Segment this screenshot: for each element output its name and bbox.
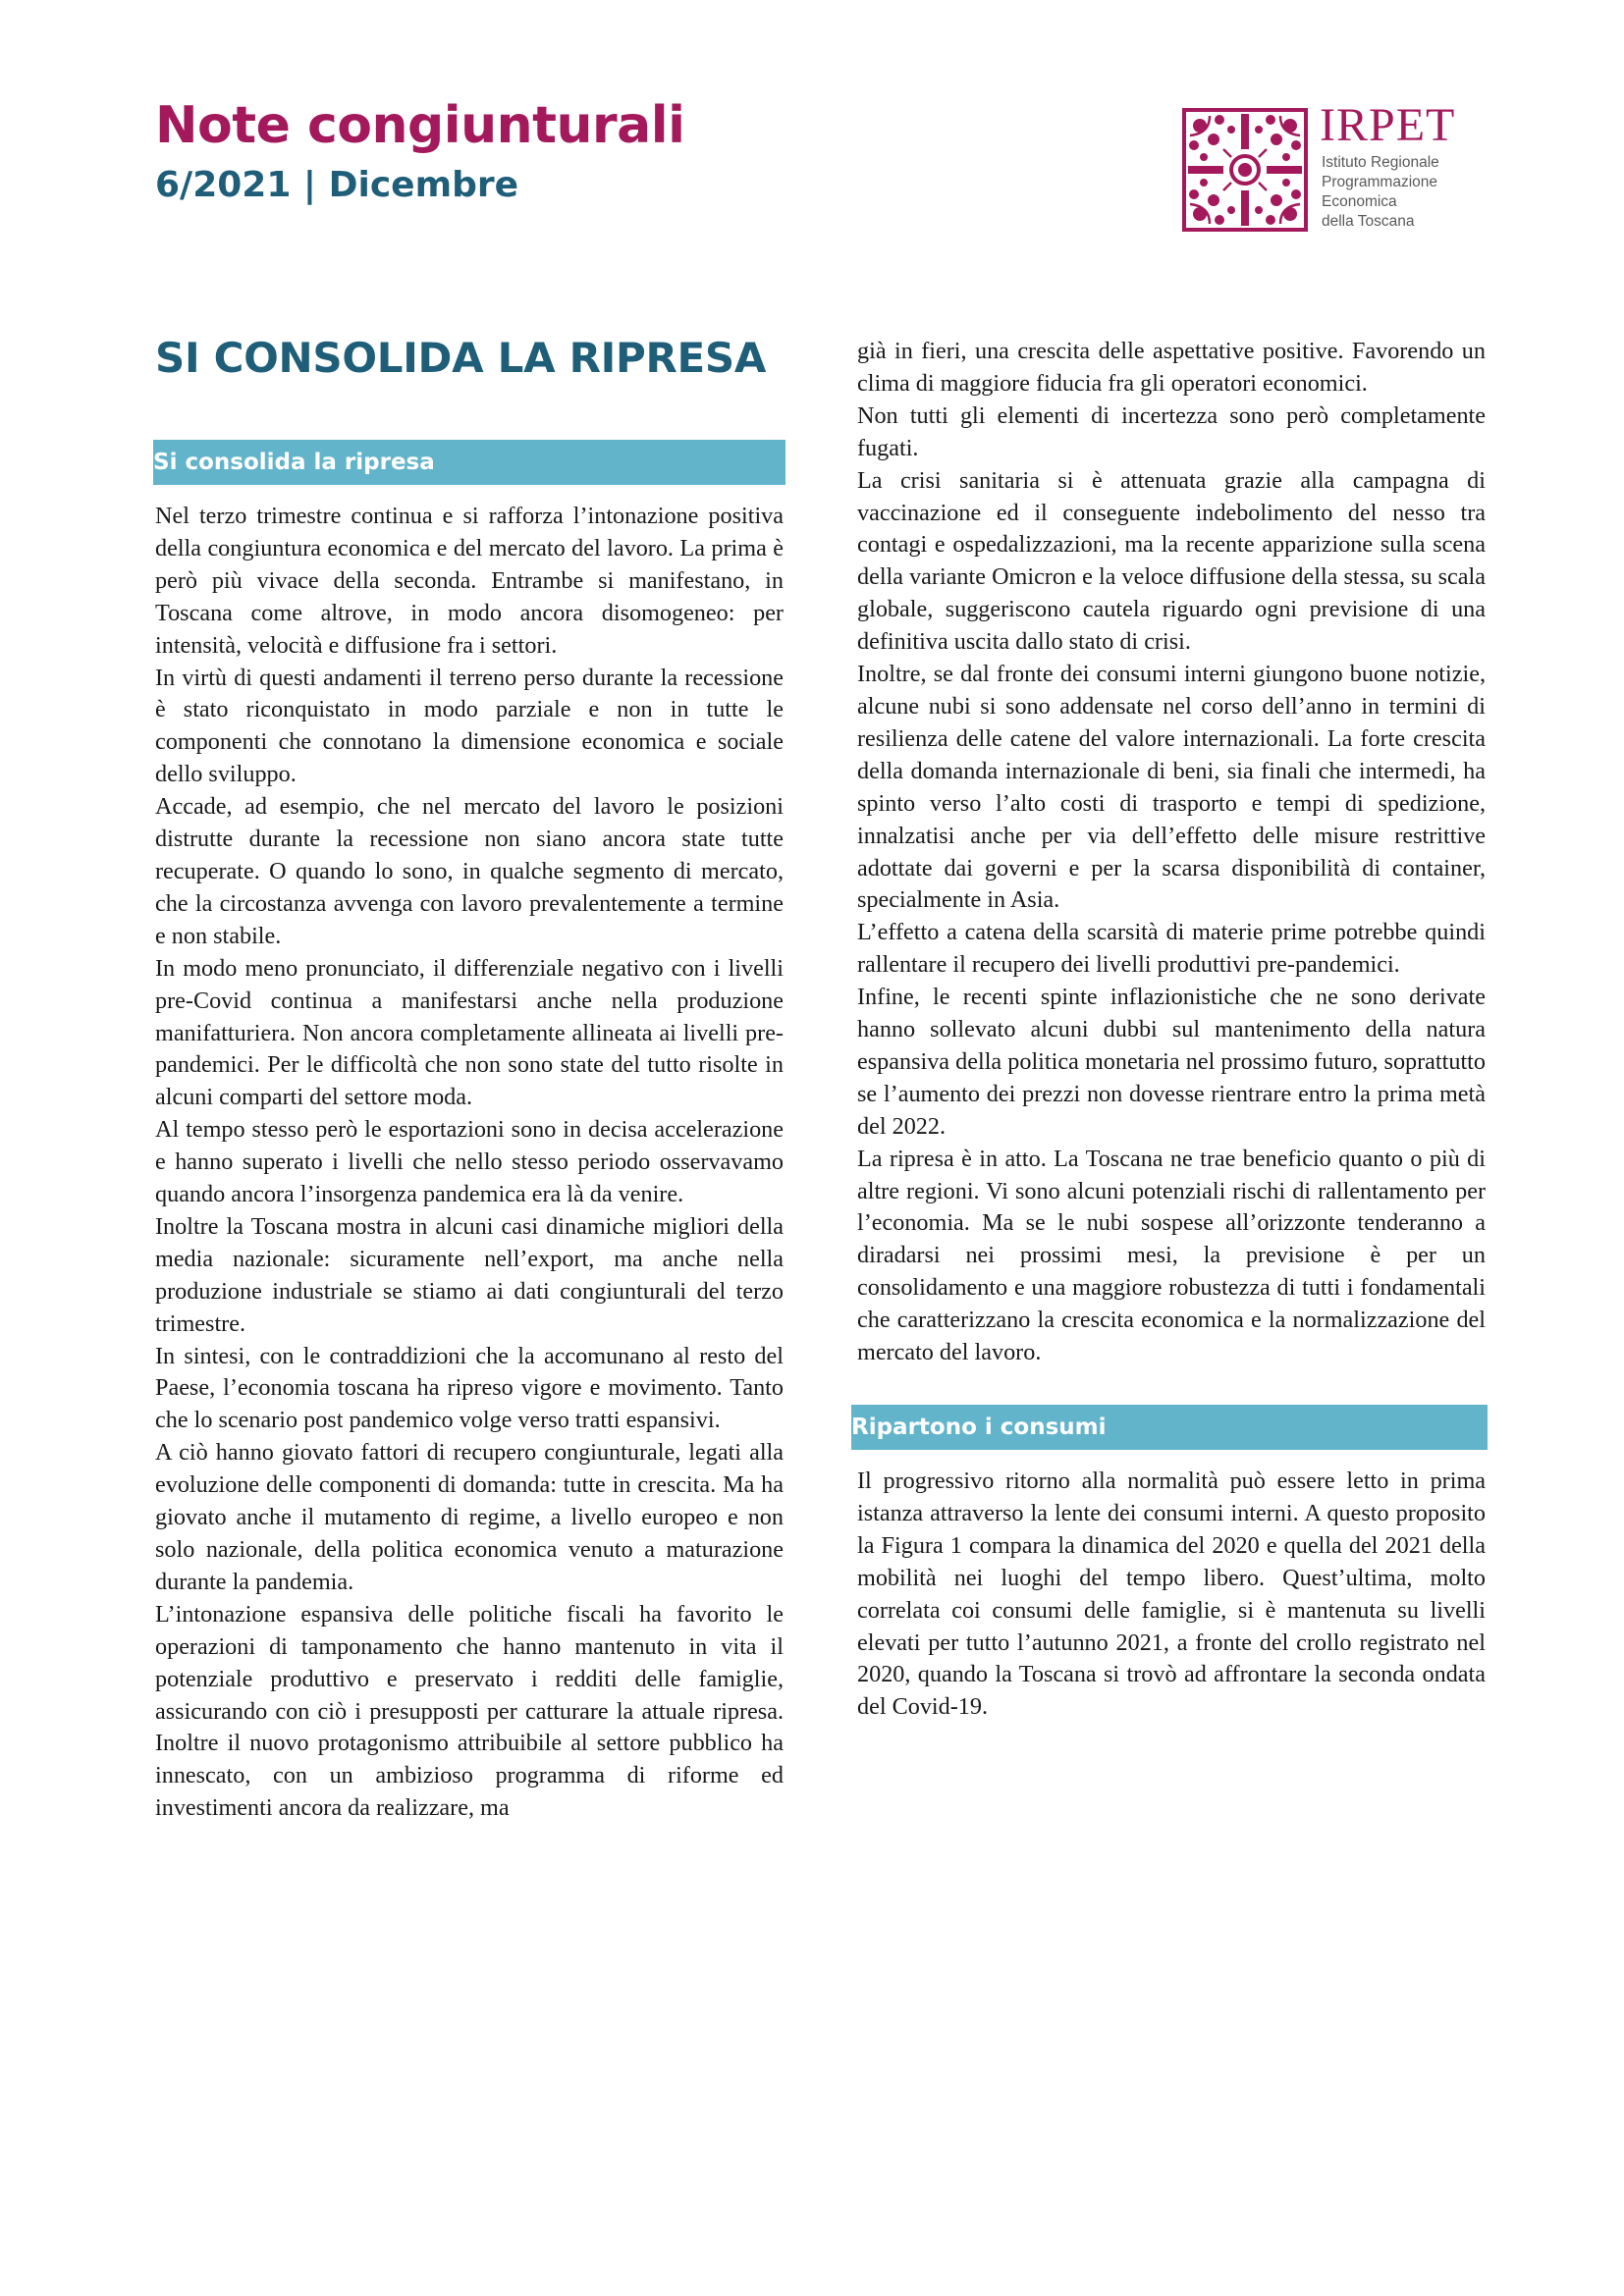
left-column <box>155 440 784 1825</box>
body-paragraph: L’intonazione espansiva delle politiche fiscali ha favorito le operazioni di tamponamento che hanno mantenuto in vita il potenziale produttivo e preservato i redditi delle famiglie, assicurando con ciò i presupposti per catturare la attuale ripresa. Inoltre il nuovo protagonismo attribuibile al settore pubblico ha innescato, con un ambizioso programma di riforme ed investimenti ancora da realizzare, ma <box>155 1600 784 1822</box>
section-heading-text: Si consolida la ripresa <box>153 450 435 475</box>
body-paragraph: Al tempo stesso però le esportazioni sono in decisa accelerazione e hanno superato i livelli che nello stesso periodo osservavamo quando ancora l’insorgenza pandemica era là da venire. <box>155 1116 784 1208</box>
body-paragraph: In modo meno pronunciato, il differenziale negativo con i livelli pre-Covid continua a manifestarsi anche nella produzione manifatturiera. Non ancora completamente allineata ai livelli pre-pandemici. Per le difficoltà che non sono state del tutto risolte in alcuni comparti del settore moda. <box>155 954 784 1111</box>
irpet-emblem-icon <box>1180 106 1310 234</box>
logo-subtitle <box>1322 153 1439 232</box>
issue-label: 6/2021 | Dicembre <box>155 165 519 205</box>
body-paragraph: La ripresa è in atto. La Toscana ne trae beneficio quanto o più di altre regioni. Vi sono alcuni potenziali rischi di rallentamento per l’economia. Ma se le nubi sospese all’orizzonte tenderanno a diradarsi nei prossimi mesi, la previsione è per un consolidamento e una maggiore robustezza di tutti i fondamentali che caratterizzano la crescita economica e la normalizzazione del mercato del lavoro. <box>857 1145 1486 1366</box>
body-paragraph: L’effetto a catena della scarsità di materie prime potrebbe quindi rallentare il recupero dei livelli produttivi pre-pandemici. <box>857 919 1486 979</box>
body-paragraph: Infine, le recenti spinte inflazionistiche che ne sono derivate hanno sollevato alcuni dubbi sul mantenimento della natura espansiva della politica monetaria nel prossimo futuro, soprattutto se l’aumento dei prezzi non dovesse rientrare entro la prima metà del 2022. <box>857 984 1486 1140</box>
body-paragraph: Accade, ad esempio, che nel mercato del lavoro le posizioni distrutte durante la recessione non siano ancora state tutte recuperate. O quando lo sono, in qualche segmento di mercato, che la circostanza avvenga con lavoro prevalentemente a termine e non stabile. <box>155 793 784 949</box>
body-paragraph: Il progressivo ritorno alla normalità può essere letto in prima istanza attraverso la lente dei consumi interni. A questo proposito la Figura 1 compara la dinamica del 2020 e quella del 2021 della mobilità nei luoghi del tempo libero. Quest’ultima, molto correlata coi consumi delle famiglie, si è mantenuta su livelli elevati per tutto l’autunno 2021, a fronte del crollo registrato nel 2020, quando la Toscana si trovò ad affrontare la seconda ondata del Covid-19. <box>857 1468 1486 1721</box>
body-paragraph: A ciò hanno giovato fattori di recupero congiunturale, legati alla evoluzione delle componenti di domanda: tutte in crescita. Ma ha giovato anche il mutamento di regime, a livello europeo e non solo nazionale, della politica economica venuto a maturazione durante la pandemia. <box>155 1439 784 1595</box>
section-heading-text: Ripartono i consumi <box>851 1415 1107 1440</box>
body-paragraph: già in fieri, una crescita delle aspettative positive. Favorendo un clima di maggiore fiducia fra gli operatori economici. <box>857 338 1486 397</box>
body-paragraph: Inoltre, se dal fronte dei consumi interni giungono buone notizie, alcune nubi si sono addensate nel corso dell’anno in termini di resilienza delle catene del valore internazionali. La forte crescita della domanda internazionale di beni, sia finali che intermedi, ha spinto verso l’alto costi di trasporto e tempi di spedizione, innalzatisi anche per via dell’effetto delle misure restrittive adottate dai governi e per la scarsa disponibilità di container, specialmente in Asia. <box>857 661 1486 914</box>
logo-line: Economica <box>1322 193 1397 210</box>
body-paragraph: La crisi sanitaria si è attenuata grazie alla campagna di vaccinazione ed il conseguente indebolimento del nesso tra contagi e ospedalizzazioni, ma la recente apparizione sulla scena della variante Omicron e la veloce diffusione della stessa, su scala globale, suggeriscono cautela riguardo ogni previsione di una definitiva uscita dallo stato di crisi. <box>857 466 1486 656</box>
section-heading-consolida <box>153 440 785 485</box>
section-heading-consumi <box>851 1405 1488 1450</box>
logo-line: Programmazione <box>1322 174 1438 190</box>
article-title: SI CONSOLIDA LA RIPRESA <box>155 334 767 382</box>
right-column <box>851 336 1486 1724</box>
logo-line: Istituto Regionale <box>1322 154 1439 171</box>
logo-line: della Toscana <box>1322 213 1415 230</box>
logo-wordmark: IRPET <box>1320 99 1456 151</box>
publication-title: Note congiunturali <box>155 96 685 155</box>
body-paragraph: Non tutti gli elementi di incertezza sono però completamente fugati. <box>857 401 1486 461</box>
section-consumi <box>851 1405 1486 1724</box>
body-paragraph: Nel terzo trimestre continua e si rafforza l’intonazione positiva della congiuntura economica e del mercato del lavoro. La prima è però più vivace della seconda. Entrambe si manifestano, in Toscana come altrove, in modo ancora disomogeneo: per intensità, velocità e diffusione fra i settori. <box>155 503 784 659</box>
irpet-logo <box>1180 99 1494 234</box>
body-paragraph: In virtù di questi andamenti il terreno perso durante la recessione è stato riconquistato in modo parziale e non in tutte le componenti che connotano la dimensione economica e sociale dello sviluppo. <box>155 664 784 788</box>
body-paragraph: Inoltre la Toscana mostra in alcuni casi dinamiche migliori della media nazionale: sicuramente nell’export, ma anche nella produzione industriale se stiamo ai dati congiunturali del terzo trimestre. <box>155 1212 784 1337</box>
body-paragraph: In sintesi, con le contraddizioni che la accomunano al resto del Paese, l’economia toscana ha ripreso vigore e movimento. Tanto che lo scenario post pandemico volge verso tratti espansivi. <box>155 1342 784 1434</box>
